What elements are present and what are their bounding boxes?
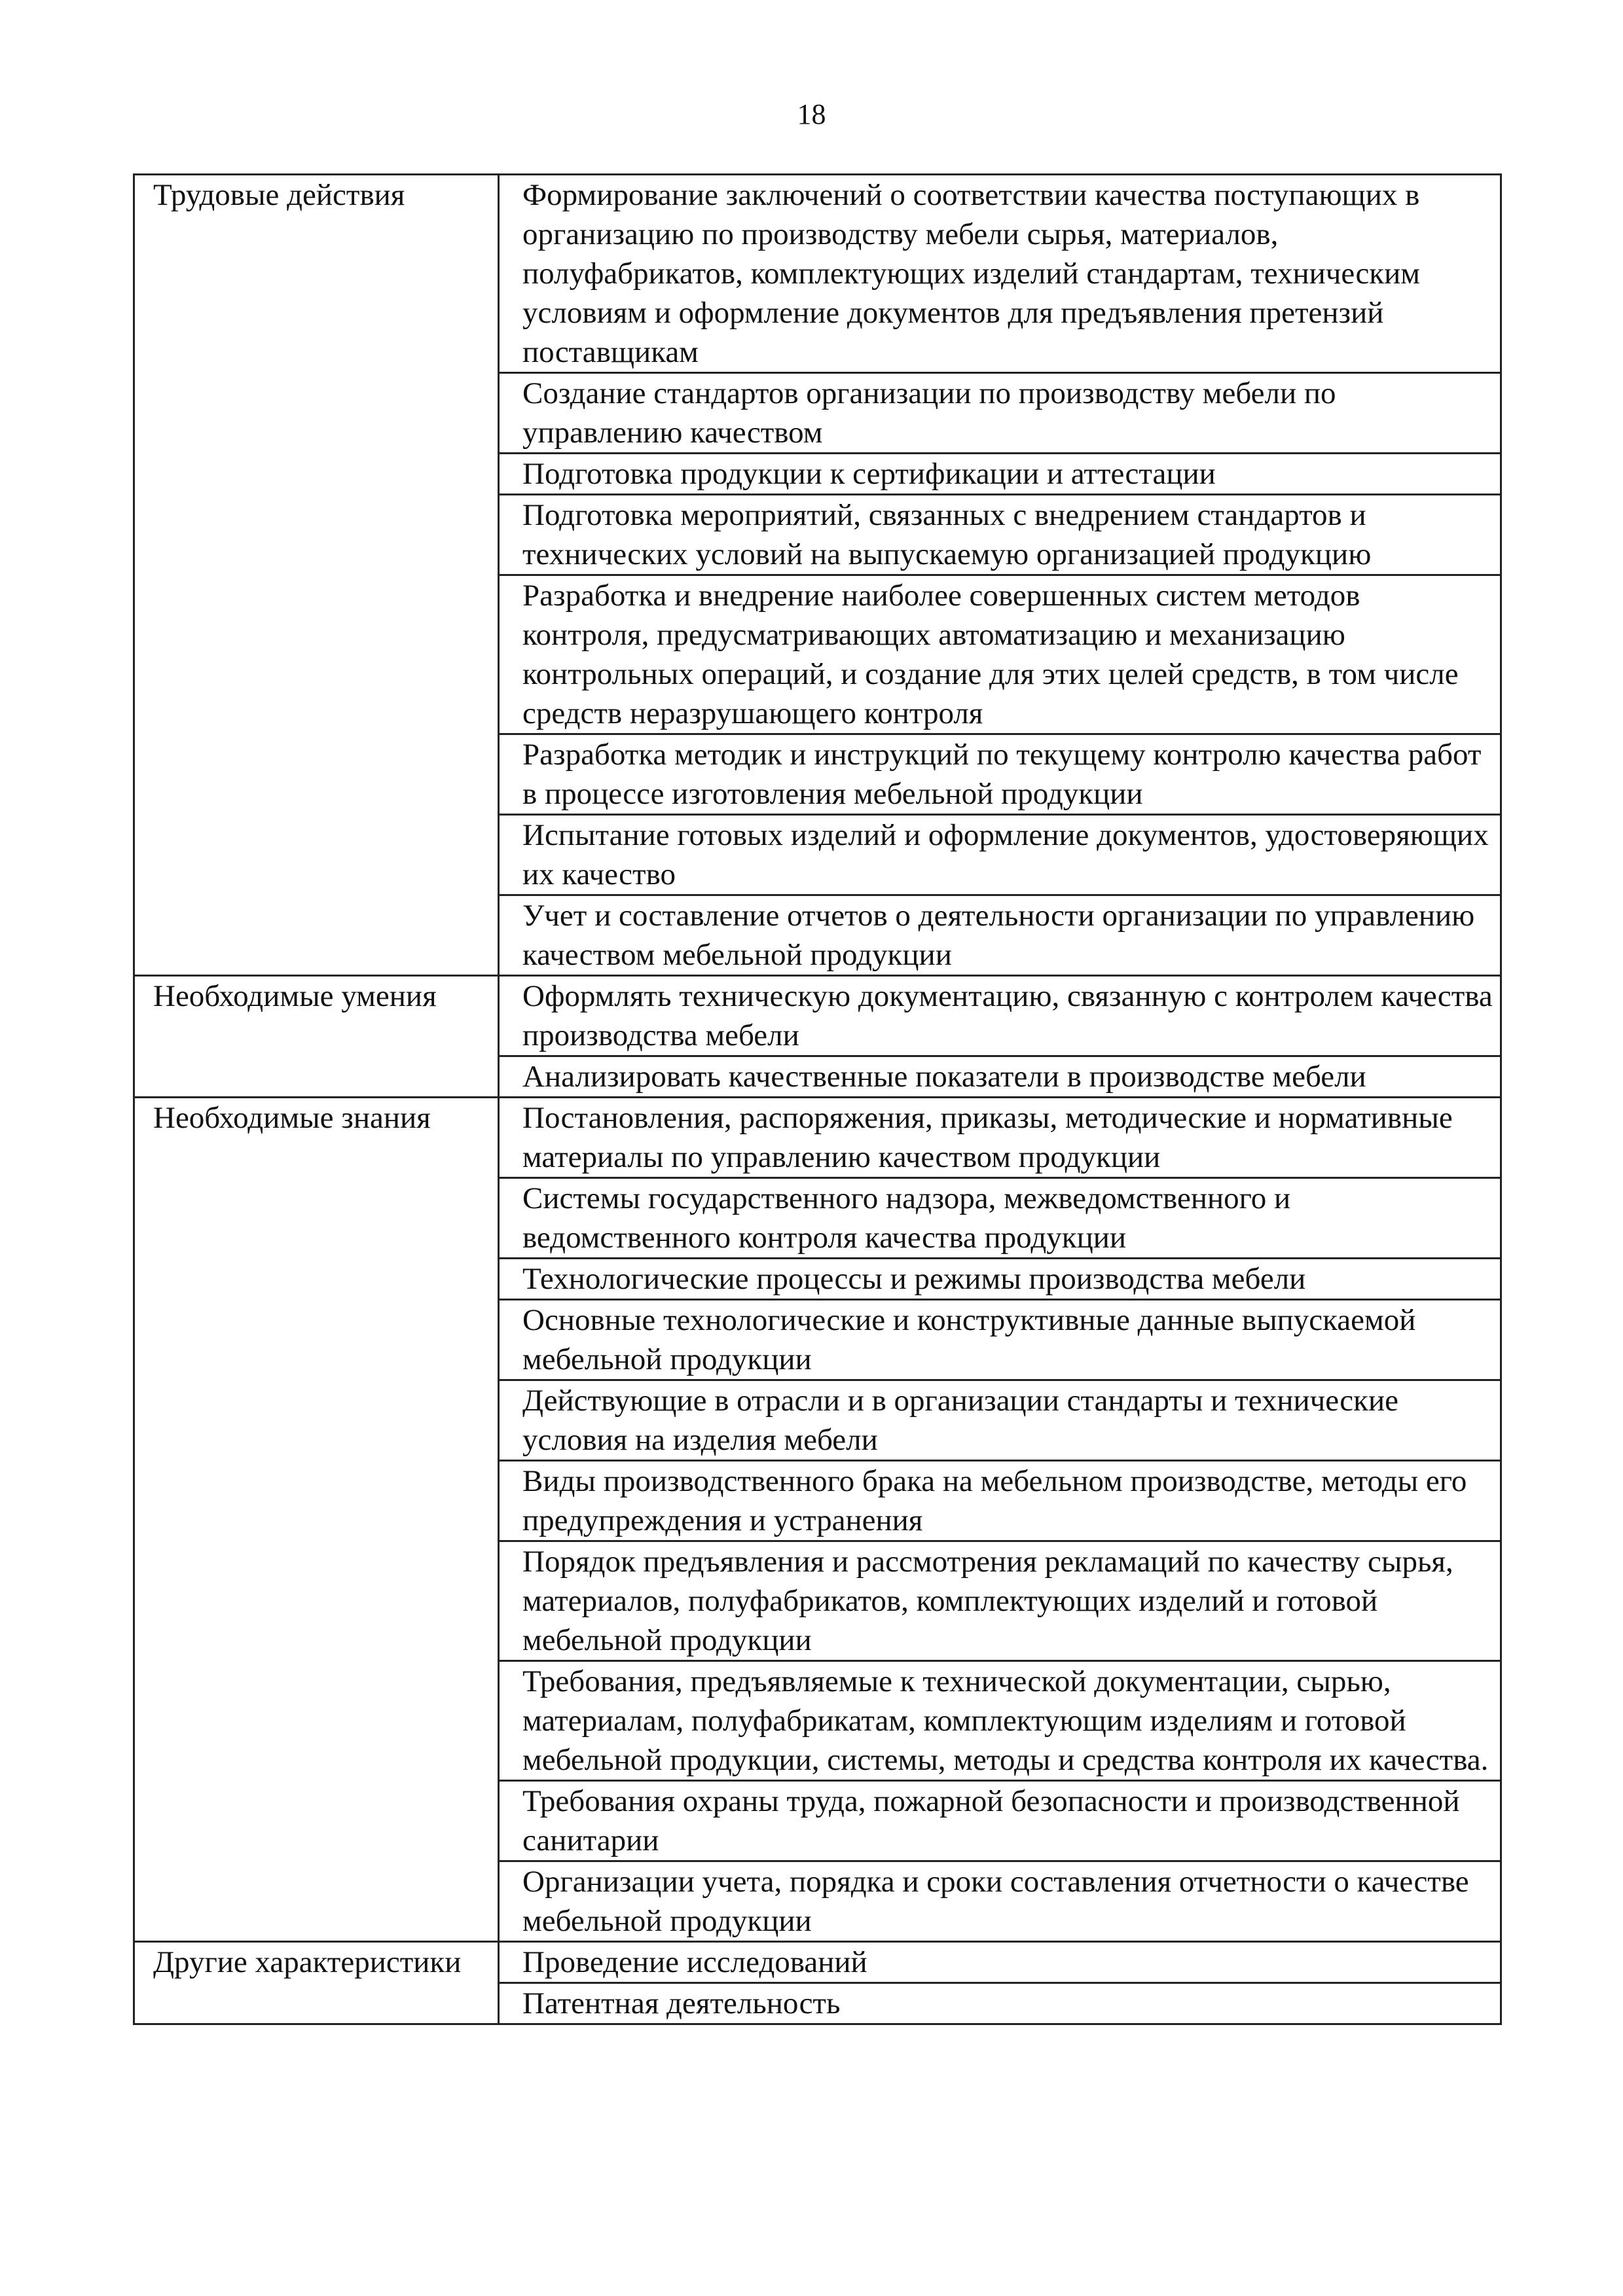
- category-cell: Необходимые знания: [134, 1098, 499, 1942]
- item-cell: Системы государственного надзора, межведомственного и ведомственного контроля качества продукции: [499, 1178, 1501, 1259]
- item-cell: Подготовка продукции к сертификации и аттестации: [499, 454, 1501, 495]
- item-cell: Разработка методик и инструкций по текущему контролю качества работ в процессе изготовления мебельной продукции: [499, 734, 1501, 815]
- table-row: [134, 175, 1501, 373]
- item-cell: Разработка и внедрение наиболее совершенных систем методов контроля, предусматривающих автоматизацию и механизацию контрольных операций, и создание для этих целей средств, в том числе средств неразрушающего контроля: [499, 575, 1501, 734]
- table-row: [134, 1098, 1501, 1178]
- item-cell: Оформлять техническую документацию, связанную с контролем качества производства мебели: [499, 976, 1501, 1056]
- item-cell: Патентная деятельность: [499, 1983, 1501, 2024]
- requirements-table: [133, 173, 1502, 2025]
- item-cell: Действующие в отрасли и в организации стандарты и технические условия на изделия мебели: [499, 1380, 1501, 1461]
- category-cell: Трудовые действия: [134, 175, 499, 976]
- item-cell: Виды производственного брака на мебельном производстве, методы его предупреждения и устранения: [499, 1461, 1501, 1541]
- item-cell: Проведение исследований: [499, 1942, 1501, 1983]
- page-number: 18: [797, 98, 826, 130]
- item-cell: Подготовка мероприятий, связанных с внедрением стандартов и технических условий на выпускаемую организацией продукцию: [499, 495, 1501, 575]
- item-cell: Формирование заключений о соответствии качества поступающих в организацию по производству мебели сырья, материалов, полуфабрикатов, комплектующих изделий стандартам, техническим условиям и оформление документов для предъявления претензий поставщикам: [499, 175, 1501, 373]
- item-cell: Испытание готовых изделий и оформление документов, удостоверяющих их качество: [499, 815, 1501, 895]
- item-cell: Технологические процессы и режимы производства мебели: [499, 1259, 1501, 1300]
- category-cell: Другие характеристики: [134, 1942, 499, 2024]
- item-cell: Организации учета, порядка и сроки составления отчетности о качестве мебельной продукции: [499, 1861, 1501, 1942]
- category-cell: Необходимые умения: [134, 976, 499, 1098]
- item-cell: Создание стандартов организации по производству мебели по управлению качеством: [499, 373, 1501, 454]
- item-cell: Требования, предъявляемые к технической документации, сырью, материалам, полуфабрикатам, комплектующим изделиям и готовой мебельной продукции, системы, методы и средства контроля их качества.: [499, 1661, 1501, 1781]
- item-cell: Порядок предъявления и рассмотрения рекламаций по качеству сырья, материалов, полуфабрикатов, комплектующих изделий и готовой мебельной продукции: [499, 1541, 1501, 1661]
- item-cell: Требования охраны труда, пожарной безопасности и производственной санитарии: [499, 1781, 1501, 1861]
- item-cell: Анализировать качественные показатели в производстве мебели: [499, 1056, 1501, 1098]
- item-cell: Постановления, распоряжения, приказы, методические и нормативные материалы по управлению качеством продукции: [499, 1098, 1501, 1178]
- table-row: [134, 976, 1501, 1056]
- requirements-table-body: [134, 175, 1501, 2024]
- table-row: [134, 1942, 1501, 1983]
- item-cell: Учет и составление отчетов о деятельности организации по управлению качеством мебельной продукции: [499, 895, 1501, 976]
- item-cell: Основные технологические и конструктивные данные выпускаемой мебельной продукции: [499, 1300, 1501, 1380]
